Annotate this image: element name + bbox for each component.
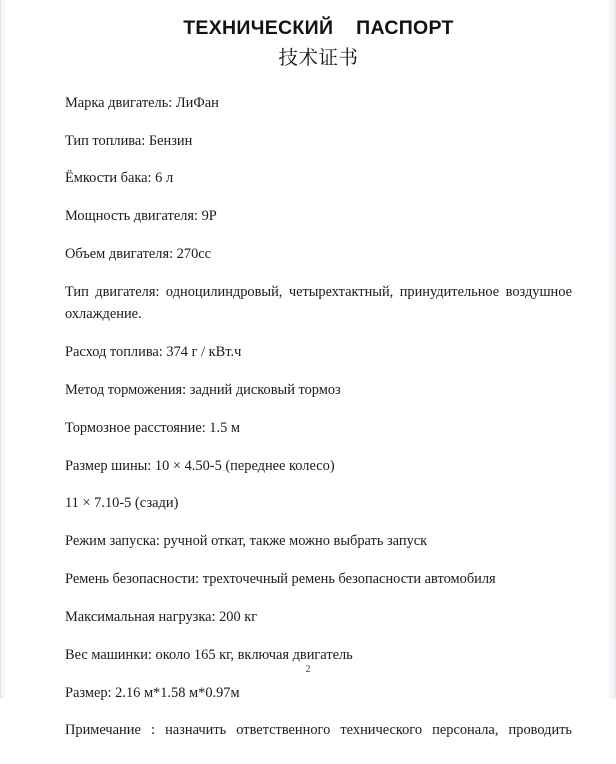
page-number: 2: [305, 664, 311, 675]
spec-line-vehicle-weight: Вес машинки: около 165 кг, включая двигатель: [65, 646, 353, 663]
page-content: [65, 0, 572, 739]
spec-line-dimensions: Размер: 2.16 м*1.58 м*0.97м: [65, 684, 240, 701]
spec-line-engine-volume: Объем двигателя: 270cc: [65, 246, 212, 263]
spec-line-tank-capacity: Ёмкости бака: 6 л: [65, 170, 174, 187]
page-right-edge: [608, 0, 615, 699]
spec-line-tire-size-front: Размер шины: 10 × 4.50-5 (переднее колесо): [65, 457, 335, 474]
spec-line-max-load: Максимальная нагрузка: 200 кг: [65, 608, 258, 625]
spec-line-seat-belt: Ремень безопасности: трехточечный ремень безопасности автомобиля: [65, 571, 496, 588]
page-subtitle-chinese: 技术证书: [278, 46, 359, 70]
spec-line-tire-size-rear: 11 × 7.10-5 (сзади): [65, 495, 179, 512]
page-left-edge: [1, 0, 6, 699]
spec-line-note: Примечание : назначить ответственного технического персонала, проводить: [65, 722, 572, 739]
spec-line-fuel-consumption: Расход топлива: 374 г / кВт.ч: [65, 344, 242, 361]
spec-line-braking-distance: Тормозное расстояние: 1.5 м: [65, 419, 240, 436]
spec-line-engine-power: Мощность двигателя: 9Р: [65, 208, 217, 225]
spec-line-start-mode: Режим запуска: ручной откат, также можно выбрать запуск: [65, 533, 428, 550]
page-title: ТЕХНИЧЕСКИЙ ПАСПОРТ: [183, 17, 454, 39]
spec-line-braking-method: Метод торможения: задний дисковый тормоз: [65, 381, 341, 398]
spec-line-engine-type: Тип двигателя: одноцилиндровый, четырехтактный, принудительное воздушное охлаждение.: [65, 283, 572, 323]
spec-line-engine-brand: Марка двигатель: ЛиФан: [65, 94, 219, 111]
spec-line-fuel-type: Тип топлива: Бензин: [65, 132, 193, 149]
